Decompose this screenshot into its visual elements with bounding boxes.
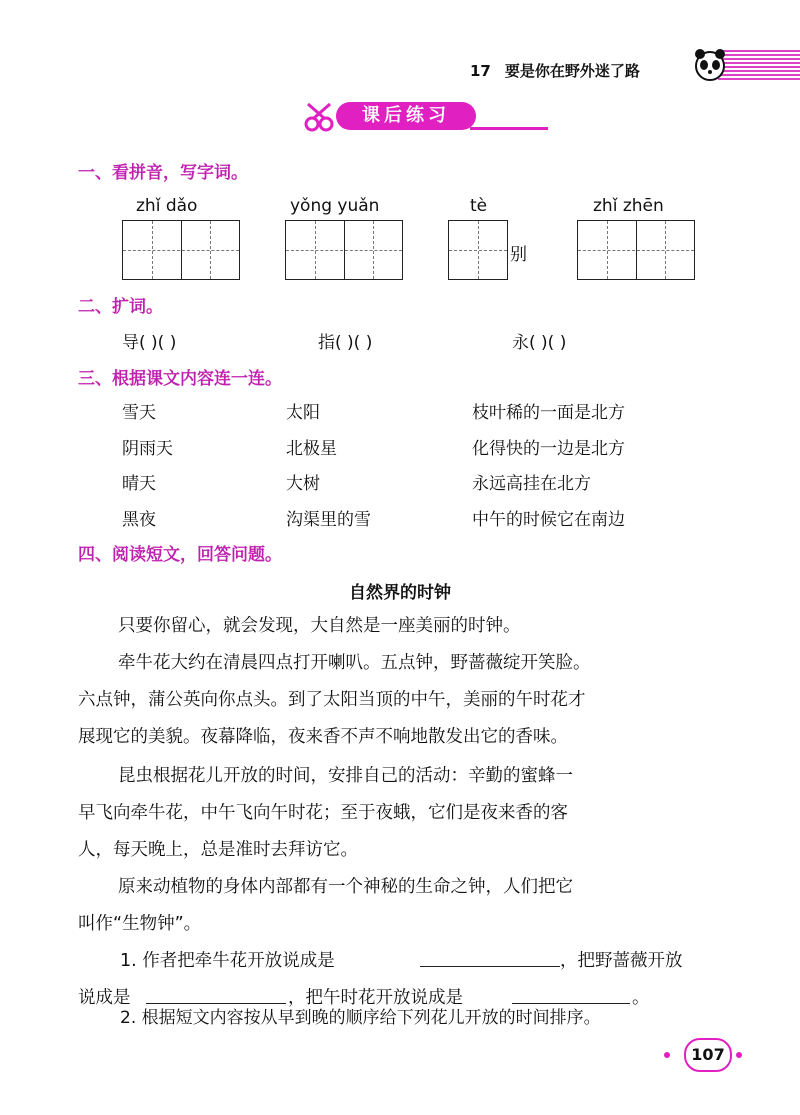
lesson-title: 要是你在野外迷了路 xyxy=(504,62,640,80)
passage-line-2: 牵牛花大约在清晨四点打开喇叭。五点钟，野蔷薇绽开笑脸。 xyxy=(118,653,591,673)
passage-line-4: 展现它的美貌。夜幕降临，夜来香不声不响地散发出它的香味。 xyxy=(78,727,568,747)
question1-part5: 。 xyxy=(632,988,650,1008)
panda-mascot-icon xyxy=(690,45,730,85)
page-number: 107 xyxy=(684,1038,732,1072)
pinyin-zhidao: zhǐ dǎo xyxy=(136,196,198,216)
header-stripe-decoration xyxy=(718,50,800,80)
writing-grid-zhizhen[interactable] xyxy=(577,220,695,280)
passage-line-7: 人，每天晚上，总是准时去拜访它。 xyxy=(78,840,358,860)
question1-part3: 说成是 xyxy=(78,988,131,1008)
banner-underline xyxy=(470,127,548,130)
exercise-banner: 课后练习 xyxy=(336,102,476,130)
expand-word-zhi[interactable]: 指( )( ) xyxy=(318,333,373,353)
match-clue-1[interactable]: 枝叶稀的一面是北方 xyxy=(472,403,625,423)
passage-line-1: 只要你留心，就会发现，大自然是一座美丽的时钟。 xyxy=(118,616,521,636)
match-clue-4[interactable]: 中午的时候它在南边 xyxy=(472,510,625,530)
match-object-4[interactable]: 沟渠里的雪 xyxy=(286,510,371,530)
pinyin-yongyuan: yǒng yuǎn xyxy=(290,196,380,216)
section2-title: 二、扩词。 xyxy=(78,297,163,317)
writing-grid-yongyuan[interactable] xyxy=(285,220,403,280)
match-weather-4[interactable]: 黑夜 xyxy=(122,510,156,530)
passage-title: 自然界的时钟 xyxy=(349,583,451,603)
passage-line-8: 原来动植物的身体内部都有一个神秘的生命之钟，人们把它 xyxy=(118,877,573,897)
writing-grid-te[interactable] xyxy=(448,220,508,280)
question1-part1: 1. 作者把牵牛花开放说成是 xyxy=(120,951,335,971)
match-object-2[interactable]: 北极星 xyxy=(286,439,337,459)
lesson-number: 17 xyxy=(470,62,491,80)
question2: 2. 根据短文内容按从早到晚的顺序给下列花儿开放的时间排序。 xyxy=(120,1008,601,1028)
question1-part2: ，把野蔷薇开放 xyxy=(560,951,683,971)
match-weather-1[interactable]: 雪天 xyxy=(122,403,156,423)
page-dot-left xyxy=(664,1052,670,1058)
section1-title: 一、看拼音，写字词。 xyxy=(78,163,248,183)
running-header xyxy=(470,60,640,81)
expand-word-dao[interactable]: 导( )( ) xyxy=(122,333,177,353)
match-object-3[interactable]: 大树 xyxy=(286,474,320,494)
writing-grid-zhidao[interactable] xyxy=(122,220,240,280)
passage-line-6: 早飞向牵牛花，中午飞向午时花；至于夜蛾，它们是夜来香的客 xyxy=(78,803,568,823)
scissors-icon xyxy=(300,100,340,134)
expand-word-yong[interactable]: 永( )( ) xyxy=(512,333,567,353)
passage-line-9: 叫作“生物钟”。 xyxy=(78,914,202,934)
page-dot-right xyxy=(736,1052,742,1058)
passage-line-3: 六点钟，蒲公英向你点头。到了太阳当顶的中午，美丽的午时花才 xyxy=(78,690,586,710)
pinyin-te: tè xyxy=(470,196,488,216)
answer-blank-1[interactable] xyxy=(420,966,560,967)
match-clue-2[interactable]: 化得快的一边是北方 xyxy=(472,439,625,459)
pinyin-zhizhen: zhǐ zhēn xyxy=(593,196,664,216)
match-object-1[interactable]: 太阳 xyxy=(286,403,320,423)
section4-title: 四、阅读短文，回答问题。 xyxy=(78,545,282,565)
question1-part4: ，把午时花开放说成是 xyxy=(288,988,463,1008)
char-bie: 别 xyxy=(510,245,527,265)
passage-line-5: 昆虫根据花儿开放的时间，安排自己的活动：辛勤的蜜蜂一 xyxy=(118,766,573,786)
match-clue-3[interactable]: 永远高挂在北方 xyxy=(472,474,591,494)
match-weather-2[interactable]: 阴雨天 xyxy=(122,439,173,459)
match-weather-3[interactable]: 晴天 xyxy=(122,474,156,494)
section3-title: 三、根据课文内容连一连。 xyxy=(78,369,282,389)
